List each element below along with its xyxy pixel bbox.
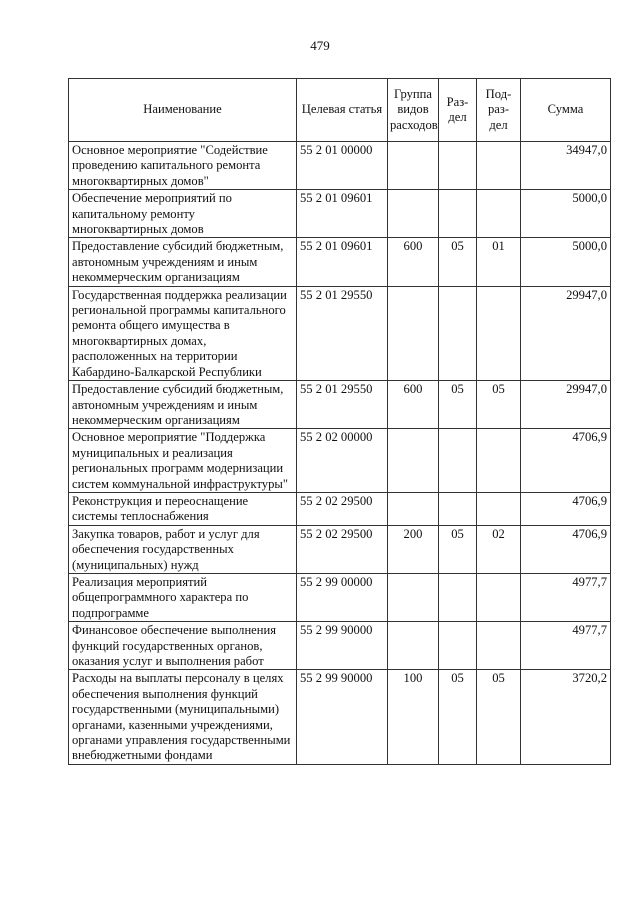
table-row: [69, 238, 611, 286]
row-subsection: 05: [477, 670, 521, 764]
row-subsection: 02: [477, 525, 521, 573]
row-subsection: [477, 429, 521, 493]
row-sum: 4706,9: [521, 492, 611, 525]
row-subsection: 01: [477, 238, 521, 286]
row-code: 55 2 01 00000: [297, 142, 388, 190]
row-subsection: [477, 286, 521, 380]
row-name: Обеспечение мероприятий по капитальному ремонту многоквартирных домов: [69, 190, 297, 238]
row-section: [439, 492, 477, 525]
header-sum: Сумма: [521, 79, 611, 142]
row-sum: 4706,9: [521, 429, 611, 493]
row-sum: 34947,0: [521, 142, 611, 190]
row-subsection: [477, 573, 521, 621]
row-subsection: [477, 142, 521, 190]
row-name: Расходы на выплаты персоналу в целях обеспечения выполнения функций государственными (муниципальными) органами, казенными учреждениями, органами управления государственными внебюджетными фондами: [69, 670, 297, 764]
table-row: [69, 286, 611, 380]
row-code: 55 2 01 29550: [297, 381, 388, 429]
row-name: Финансовое обеспечение выполнения функций государственных органов, оказания услуг и выполнения работ: [69, 622, 297, 670]
table-row: [69, 142, 611, 190]
row-group: [388, 573, 439, 621]
row-name: Закупка товаров, работ и услуг для обеспечения государственных (муниципальных) нужд: [69, 525, 297, 573]
row-code: 55 2 99 00000: [297, 573, 388, 621]
row-name: Предоставление субсидий бюджетным, автономным учреждениям и иным некоммерческим организациям: [69, 238, 297, 286]
row-subsection: 05: [477, 381, 521, 429]
row-group: [388, 429, 439, 493]
row-section: [439, 142, 477, 190]
row-group: 100: [388, 670, 439, 764]
row-subsection: [477, 190, 521, 238]
table-row: [69, 573, 611, 621]
row-section: 05: [439, 670, 477, 764]
table-row: [69, 190, 611, 238]
header-group: Группа видов расходов: [388, 79, 439, 142]
header-section: Раз-дел: [439, 79, 477, 142]
row-subsection: [477, 622, 521, 670]
row-code: 55 2 99 90000: [297, 670, 388, 764]
row-section: [439, 573, 477, 621]
table-row: [69, 525, 611, 573]
row-sum: 5000,0: [521, 190, 611, 238]
table-row: [69, 622, 611, 670]
row-sum: 29947,0: [521, 286, 611, 380]
row-code: 55 2 02 00000: [297, 429, 388, 493]
row-name: Предоставление субсидий бюджетным, автономным учреждениям и иным некоммерческим организациям: [69, 381, 297, 429]
row-group: [388, 142, 439, 190]
table-row: [69, 429, 611, 493]
row-section: 05: [439, 381, 477, 429]
table-row: [69, 670, 611, 764]
row-name: Реализация мероприятий общепрограммного характера по подпрограмме: [69, 573, 297, 621]
budget-table: [68, 78, 611, 765]
row-group: [388, 190, 439, 238]
row-code: 55 2 01 09601: [297, 190, 388, 238]
row-group: 600: [388, 381, 439, 429]
row-section: [439, 622, 477, 670]
row-section: [439, 286, 477, 380]
row-code: 55 2 99 90000: [297, 622, 388, 670]
row-group: [388, 622, 439, 670]
row-code: 55 2 02 29500: [297, 525, 388, 573]
table-row: [69, 492, 611, 525]
row-code: 55 2 02 29500: [297, 492, 388, 525]
row-code: 55 2 01 09601: [297, 238, 388, 286]
row-group: [388, 286, 439, 380]
row-sum: 5000,0: [521, 238, 611, 286]
table-row: [69, 381, 611, 429]
row-code: 55 2 01 29550: [297, 286, 388, 380]
row-sum: 4706,9: [521, 525, 611, 573]
row-sum: 4977,7: [521, 573, 611, 621]
header-subsection: Под-раз-дел: [477, 79, 521, 142]
row-group: [388, 492, 439, 525]
row-name: Основное мероприятие "Поддержка муниципальных и реализация региональных программ модернизации систем коммунальной инфраструктуры": [69, 429, 297, 493]
header-code: Целевая статья: [297, 79, 388, 142]
table-header-row: [69, 79, 611, 142]
row-group: 600: [388, 238, 439, 286]
row-section: [439, 429, 477, 493]
row-section: 05: [439, 238, 477, 286]
page-number: 479: [310, 38, 330, 53]
row-name: Основное мероприятие "Содействие проведению капитального ремонта многоквартирных домов": [69, 142, 297, 190]
row-sum: 29947,0: [521, 381, 611, 429]
header-name: Наименование: [69, 79, 297, 142]
row-section: 05: [439, 525, 477, 573]
row-sum: 4977,7: [521, 622, 611, 670]
row-sum: 3720,2: [521, 670, 611, 764]
row-name: Государственная поддержка реализации региональной программы капитального ремонта общего имущества в многоквартирных домах, расположенных на территории Кабардино-Балкарской Республики: [69, 286, 297, 380]
row-subsection: [477, 492, 521, 525]
row-group: 200: [388, 525, 439, 573]
row-section: [439, 190, 477, 238]
row-name: Реконструкция и переоснащение системы теплоснабжения: [69, 492, 297, 525]
